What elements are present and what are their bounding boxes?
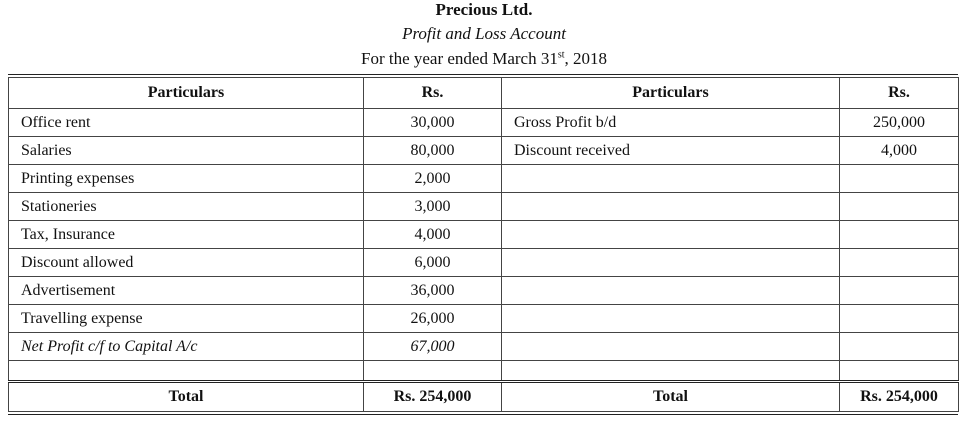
period-suffix: , 2018 [564, 49, 608, 68]
bottom-rule-1 [8, 414, 958, 415]
credit-item: Discount received [502, 137, 840, 165]
credit-item [502, 165, 840, 193]
debit-amount: 30,000 [364, 109, 502, 137]
period-prefix: For the year ended March 31 [360, 49, 558, 68]
table-row [9, 277, 959, 305]
header-row [9, 78, 959, 109]
debit-amount: 4,000 [364, 221, 502, 249]
debit-item: Salaries [9, 137, 364, 165]
debit-amount: 67,000 [364, 333, 502, 361]
debit-total-amount: Rs. 254,000 [364, 382, 502, 412]
debit-item: Office rent [9, 109, 364, 137]
table-row [9, 109, 959, 137]
debit-item: Tax, Insurance [9, 221, 364, 249]
debit-amount: 3,000 [364, 193, 502, 221]
table-row [9, 221, 959, 249]
debit-item: Stationeries [9, 193, 364, 221]
bottom-double-rule [8, 414, 958, 415]
credit-total-label: Total [502, 382, 840, 412]
credit-total-amount: Rs. 254,000 [840, 382, 959, 412]
credit-amount [840, 221, 959, 249]
col-header-left-amount: Rs. [364, 78, 502, 109]
top-rule-1 [8, 74, 958, 75]
table-row [9, 137, 959, 165]
spacer-cell [502, 361, 840, 382]
document-title: Profit and Loss Account [402, 24, 566, 43]
debit-item: Advertisement [9, 277, 364, 305]
debit-total-label: Total [9, 382, 364, 412]
debit-amount: 36,000 [364, 277, 502, 305]
table-row [9, 333, 959, 361]
debit-item: Discount allowed [9, 249, 364, 277]
credit-item [502, 193, 840, 221]
total-row [9, 382, 959, 412]
profit-loss-table [8, 77, 959, 412]
credit-item [502, 305, 840, 333]
top-double-rule [8, 74, 958, 75]
spacer-cell [364, 361, 502, 382]
credit-amount [840, 277, 959, 305]
spacer-row [9, 361, 959, 382]
period-line [0, 49, 968, 69]
table-row [9, 249, 959, 277]
profit-loss-table-wrapper [8, 74, 958, 415]
credit-item [502, 221, 840, 249]
col-header-right-amount: Rs. [840, 78, 959, 109]
debit-item: Printing expenses [9, 165, 364, 193]
debit-item: Travelling expense [9, 305, 364, 333]
debit-item: Net Profit c/f to Capital A/c [9, 333, 364, 361]
company-name: Precious Ltd. [435, 0, 533, 19]
col-header-left-particulars: Particulars [9, 78, 364, 109]
spacer-cell [9, 361, 364, 382]
col-header-right-particulars: Particulars [502, 78, 840, 109]
credit-item [502, 333, 840, 361]
credit-amount [840, 165, 959, 193]
credit-item: Gross Profit b/d [502, 109, 840, 137]
credit-item [502, 277, 840, 305]
period-superscript: st [557, 49, 565, 61]
credit-item [502, 249, 840, 277]
credit-amount [840, 333, 959, 361]
debit-amount: 26,000 [364, 305, 502, 333]
credit-amount: 4,000 [840, 137, 959, 165]
credit-amount [840, 249, 959, 277]
spacer-cell [840, 361, 959, 382]
table-row [9, 305, 959, 333]
credit-amount [840, 193, 959, 221]
table-row [9, 165, 959, 193]
debit-amount: 2,000 [364, 165, 502, 193]
debit-amount: 6,000 [364, 249, 502, 277]
credit-amount: 250,000 [840, 109, 959, 137]
debit-amount: 80,000 [364, 137, 502, 165]
table-row [9, 193, 959, 221]
credit-amount [840, 305, 959, 333]
